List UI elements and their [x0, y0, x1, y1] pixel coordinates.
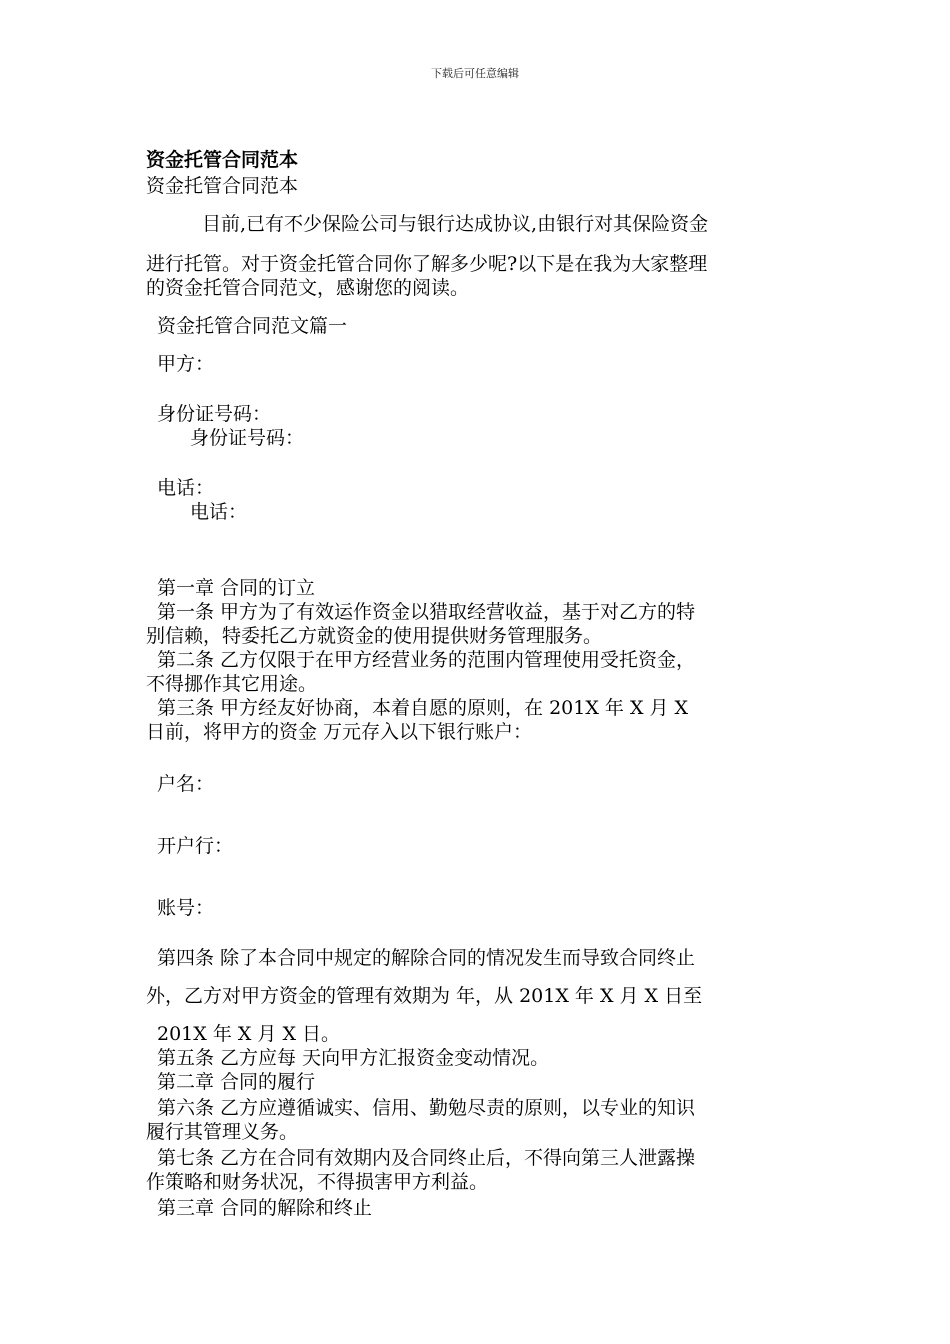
article-6-line-1: 第六条 乙方应遵循诚实、信用、勤勉尽责的原则，以专业的知识 [157, 1097, 696, 1119]
document-title: 资金托管合同范本 [146, 175, 299, 197]
article-4-line-1: 第四条 除了本合同中规定的解除合同的情况发生而导致合同终止 [157, 947, 696, 969]
chapter-2-heading: 第二章 合同的履行 [157, 1071, 316, 1093]
intro-line-3: 的资金托管合同范文，感谢您的阅读。 [146, 277, 470, 299]
article-1-line-1: 第一条 甲方为了有效运作资金以猎取经营收益，基于对乙方的特 [157, 601, 696, 623]
article-4-line-3: 201X 年 X 月 X 日。 [157, 1023, 341, 1045]
header-note: 下载后可任意编辑 [431, 67, 519, 80]
party-a-label: 甲方： [157, 353, 215, 375]
article-7-line-2: 作策略和财务状况，不得损害甲方利益。 [146, 1171, 489, 1193]
article-3-line-1: 第三条 甲方经友好协商，本着自愿的原则，在 201X 年 X 月 X [157, 697, 689, 719]
account-number-label: 账号： [157, 897, 215, 919]
article-7-line-1: 第七条 乙方在合同有效期内及合同终止后，不得向第三人泄露操 [157, 1147, 696, 1169]
chapter-3-heading: 第三章 合同的解除和终止 [157, 1197, 373, 1219]
section-heading: 资金托管合同范文篇一 [157, 315, 348, 337]
article-2-line-2: 不得挪作其它用途。 [146, 673, 318, 695]
id-number-label: 身份证号码： [157, 403, 272, 425]
phone-label: 电话： [157, 477, 215, 499]
article-5: 第五条 乙方应每 天向甲方汇报资金变动情况。 [157, 1047, 550, 1069]
article-3-line-2: 日前，将甲方的资金 万元存入以下银行账户： [146, 721, 533, 743]
intro-line-1: 目前,已有不少保险公司与银行达成协议,由银行对其保险资金 [202, 213, 709, 235]
bank-label: 开户行： [157, 835, 234, 857]
phone-label-2: 电话： [190, 501, 248, 523]
article-6-line-2: 履行其管理义务。 [146, 1121, 299, 1143]
article-1-line-2: 别信赖，特委托乙方就资金的使用提供财务管理服务。 [146, 625, 603, 647]
article-4-line-2: 外，乙方对甲方资金的管理有效期为 年，从 201X 年 X 月 X 日至 [146, 985, 703, 1007]
id-number-label-2: 身份证号码： [190, 427, 305, 449]
article-2-line-1: 第二条 乙方仅限于在甲方经营业务的范围内管理使用受托资金， [157, 649, 696, 671]
account-name-label: 户名： [157, 773, 215, 795]
intro-line-2: 进行托管。对于资金托管合同你了解多少呢?以下是在我为大家整理 [146, 253, 708, 275]
document-title-bold: 资金托管合同范本 [146, 149, 299, 171]
chapter-1-heading: 第一章 合同的订立 [157, 577, 316, 599]
